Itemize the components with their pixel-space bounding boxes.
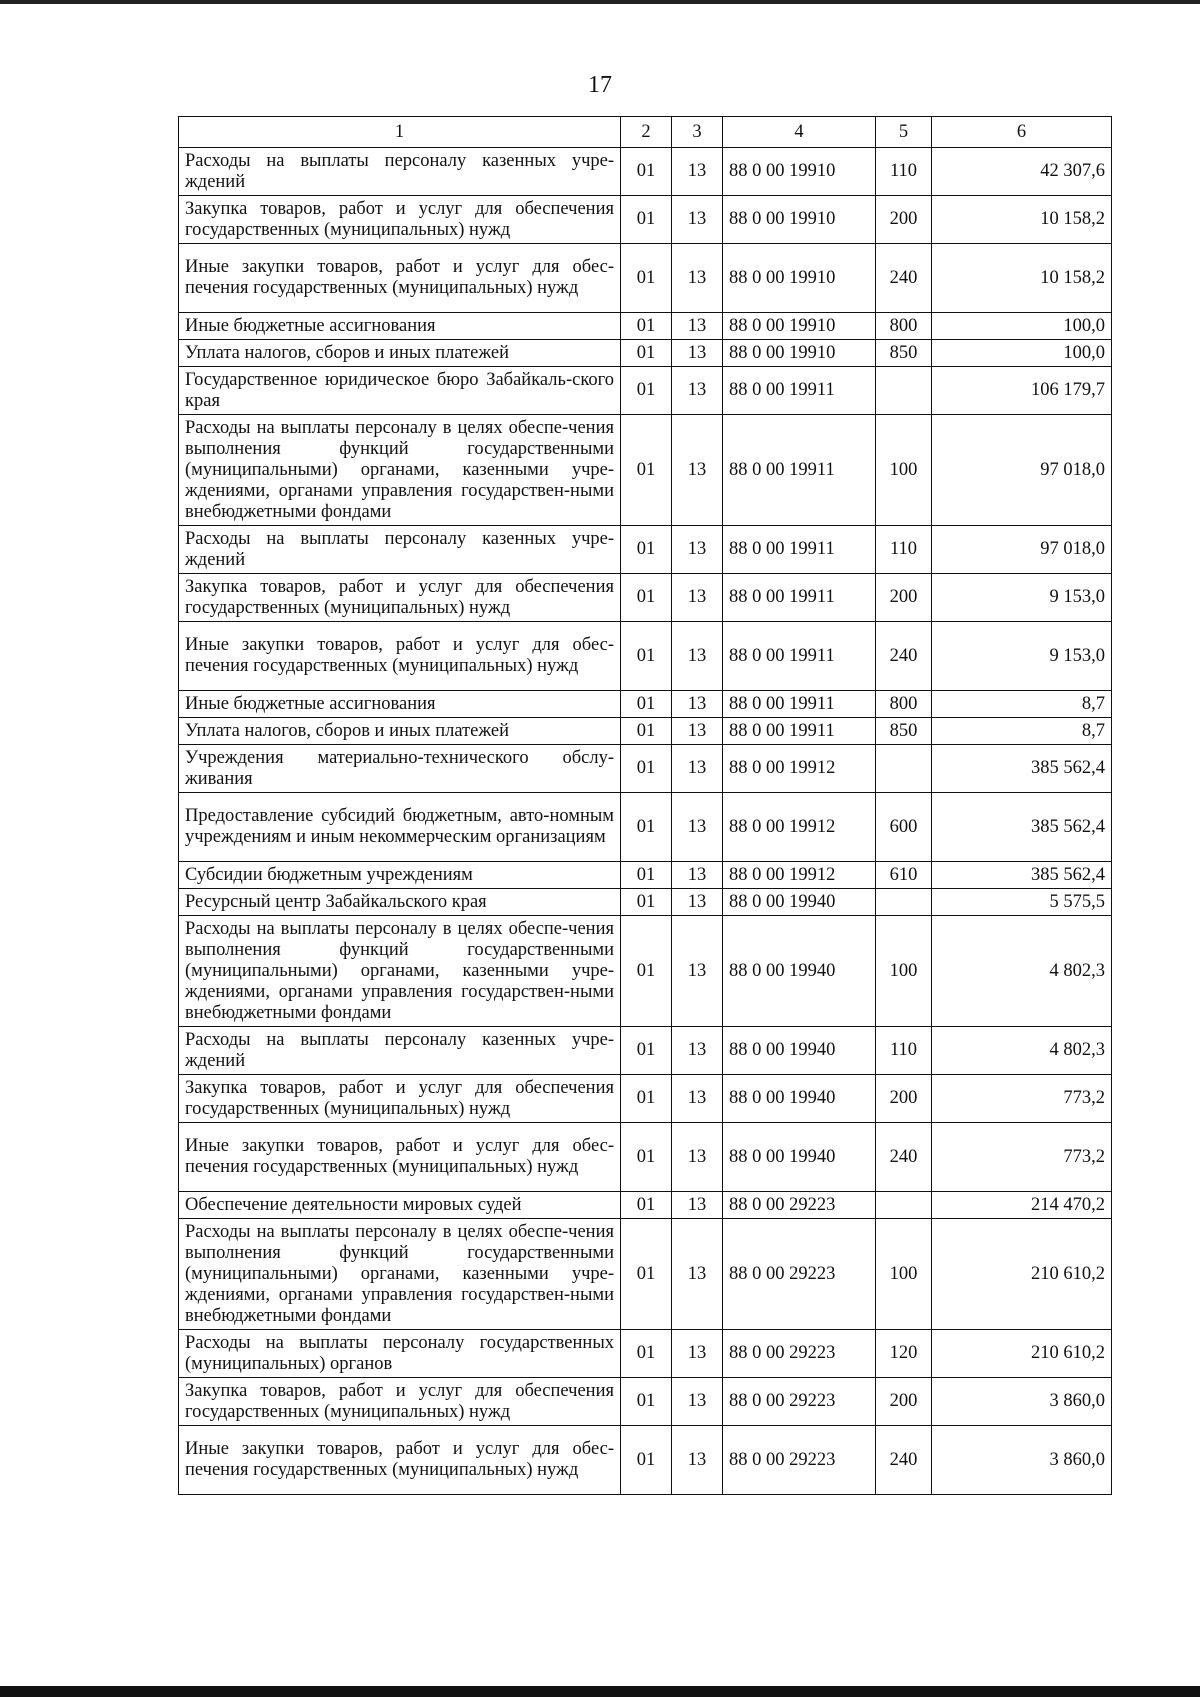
section-cell: 01 [621, 1219, 672, 1330]
target-article-cell: 88 0 00 19911 [723, 367, 876, 415]
header-cell-6: 6 [932, 117, 1112, 148]
subsection-cell: 13 [672, 1027, 723, 1075]
expense-type-cell: 850 [876, 340, 932, 367]
target-article-cell: 88 0 00 19940 [723, 1123, 876, 1192]
section-cell: 01 [621, 889, 672, 916]
amount-cell: 10 158,2 [932, 196, 1112, 244]
description-cell: Расходы на выплаты персоналу в целях обеспе-чения выполнения функций государственными (муниципальными) органами, казенными учре-ждениями, органами управления государствен-ными внебюджетными фондами [179, 415, 621, 526]
target-article-cell: 88 0 00 19910 [723, 148, 876, 196]
target-article-cell: 88 0 00 19911 [723, 622, 876, 691]
table-row [179, 574, 1112, 622]
table-row [179, 1219, 1112, 1330]
subsection-cell: 13 [672, 1123, 723, 1192]
amount-cell: 8,7 [932, 718, 1112, 745]
target-article-cell: 88 0 00 19910 [723, 313, 876, 340]
section-cell: 01 [621, 313, 672, 340]
header-cell-1: 1 [179, 117, 621, 148]
target-article-cell: 88 0 00 19940 [723, 1027, 876, 1075]
target-article-cell: 88 0 00 19940 [723, 1075, 876, 1123]
description-cell: Учреждения материально-технического обслу-живания [179, 745, 621, 793]
target-article-cell: 88 0 00 19912 [723, 862, 876, 889]
expense-type-cell: 120 [876, 1330, 932, 1378]
table-row [179, 1426, 1112, 1495]
expense-type-cell: 600 [876, 793, 932, 862]
amount-cell: 97 018,0 [932, 526, 1112, 574]
expense-type-cell: 200 [876, 1378, 932, 1426]
subsection-cell: 13 [672, 574, 723, 622]
target-article-cell: 88 0 00 19910 [723, 340, 876, 367]
section-cell: 01 [621, 691, 672, 718]
subsection-cell: 13 [672, 691, 723, 718]
table-row [179, 244, 1112, 313]
description-cell: Расходы на выплаты персоналу в целях обеспе-чения выполнения функций государственными (муниципальными) органами, казенными учре-ждениями, органами управления государствен-ными внебюджетными фондами [179, 1219, 621, 1330]
table-row [179, 415, 1112, 526]
table-row [179, 793, 1112, 862]
table-row [179, 691, 1112, 718]
description-cell: Иные закупки товаров, работ и услуг для обес-печения государственных (муниципальных) нужд [179, 622, 621, 691]
section-cell: 01 [621, 415, 672, 526]
subsection-cell: 13 [672, 916, 723, 1027]
expense-type-cell: 240 [876, 622, 932, 691]
subsection-cell: 13 [672, 745, 723, 793]
description-cell: Уплата налогов, сборов и иных платежей [179, 718, 621, 745]
table-row [179, 862, 1112, 889]
table-row [179, 745, 1112, 793]
expense-type-cell: 240 [876, 244, 932, 313]
header-cell-5: 5 [876, 117, 932, 148]
expense-type-cell: 200 [876, 1075, 932, 1123]
target-article-cell: 88 0 00 19912 [723, 745, 876, 793]
description-cell: Иные бюджетные ассигнования [179, 691, 621, 718]
description-cell: Расходы на выплаты персоналу казенных учре-ждений [179, 1027, 621, 1075]
target-article-cell: 88 0 00 29223 [723, 1330, 876, 1378]
scan-border-bottom [0, 1686, 1200, 1697]
expense-type-cell: 850 [876, 718, 932, 745]
description-cell: Иные бюджетные ассигнования [179, 313, 621, 340]
amount-cell: 4 802,3 [932, 916, 1112, 1027]
section-cell: 01 [621, 196, 672, 244]
target-article-cell: 88 0 00 29223 [723, 1219, 876, 1330]
budget-table [178, 116, 1112, 1495]
subsection-cell: 13 [672, 622, 723, 691]
amount-cell: 385 562,4 [932, 793, 1112, 862]
table-row [179, 718, 1112, 745]
subsection-cell: 13 [672, 367, 723, 415]
description-cell: Субсидии бюджетным учреждениям [179, 862, 621, 889]
header-row [179, 117, 1112, 148]
subsection-cell: 13 [672, 415, 723, 526]
section-cell: 01 [621, 1075, 672, 1123]
expense-type-cell: 110 [876, 1027, 932, 1075]
expense-type-cell [876, 745, 932, 793]
table-row [179, 622, 1112, 691]
expense-type-cell: 110 [876, 526, 932, 574]
description-cell: Ресурсный центр Забайкальского края [179, 889, 621, 916]
section-cell: 01 [621, 1378, 672, 1426]
section-cell: 01 [621, 793, 672, 862]
target-article-cell: 88 0 00 19940 [723, 889, 876, 916]
amount-cell: 9 153,0 [932, 622, 1112, 691]
target-article-cell: 88 0 00 19911 [723, 718, 876, 745]
section-cell: 01 [621, 244, 672, 313]
description-cell: Расходы на выплаты персоналу казенных учре-ждений [179, 148, 621, 196]
amount-cell: 100,0 [932, 340, 1112, 367]
section-cell: 01 [621, 745, 672, 793]
expense-type-cell [876, 889, 932, 916]
expense-type-cell: 800 [876, 691, 932, 718]
description-cell: Закупка товаров, работ и услуг для обеспечения государственных (муниципальных) нужд [179, 1378, 621, 1426]
section-cell: 01 [621, 148, 672, 196]
amount-cell: 773,2 [932, 1123, 1112, 1192]
table-row [179, 1075, 1112, 1123]
amount-cell: 210 610,2 [932, 1330, 1112, 1378]
amount-cell: 210 610,2 [932, 1219, 1112, 1330]
amount-cell: 773,2 [932, 1075, 1112, 1123]
subsection-cell: 13 [672, 313, 723, 340]
description-cell: Закупка товаров, работ и услуг для обеспечения государственных (муниципальных) нужд [179, 1075, 621, 1123]
expense-type-cell: 100 [876, 415, 932, 526]
target-article-cell: 88 0 00 19911 [723, 415, 876, 526]
expense-type-cell: 110 [876, 148, 932, 196]
target-article-cell: 88 0 00 19911 [723, 574, 876, 622]
table-row [179, 1192, 1112, 1219]
description-cell: Обеспечение деятельности мировых судей [179, 1192, 621, 1219]
description-cell: Расходы на выплаты персоналу казенных учре-ждений [179, 526, 621, 574]
header-cell-3: 3 [672, 117, 723, 148]
section-cell: 01 [621, 1426, 672, 1495]
section-cell: 01 [621, 1027, 672, 1075]
expense-type-cell: 100 [876, 916, 932, 1027]
section-cell: 01 [621, 862, 672, 889]
expense-type-cell [876, 367, 932, 415]
table-row [179, 1330, 1112, 1378]
target-article-cell: 88 0 00 19912 [723, 793, 876, 862]
subsection-cell: 13 [672, 793, 723, 862]
target-article-cell: 88 0 00 29223 [723, 1426, 876, 1495]
amount-cell: 8,7 [932, 691, 1112, 718]
expense-type-cell: 200 [876, 196, 932, 244]
budget-table-body [179, 117, 1112, 1495]
subsection-cell: 13 [672, 718, 723, 745]
table-row [179, 148, 1112, 196]
target-article-cell: 88 0 00 29223 [723, 1192, 876, 1219]
table-row [179, 1123, 1112, 1192]
description-cell: Уплата налогов, сборов и иных платежей [179, 340, 621, 367]
table-row [179, 1378, 1112, 1426]
subsection-cell: 13 [672, 1075, 723, 1123]
amount-cell: 42 307,6 [932, 148, 1112, 196]
expense-type-cell: 610 [876, 862, 932, 889]
amount-cell: 5 575,5 [932, 889, 1112, 916]
section-cell: 01 [621, 574, 672, 622]
subsection-cell: 13 [672, 1378, 723, 1426]
section-cell: 01 [621, 916, 672, 1027]
amount-cell: 10 158,2 [932, 244, 1112, 313]
section-cell: 01 [621, 718, 672, 745]
target-article-cell: 88 0 00 19911 [723, 526, 876, 574]
table-row [179, 1027, 1112, 1075]
page-number: 17 [588, 72, 612, 98]
table-row [179, 916, 1112, 1027]
amount-cell: 4 802,3 [932, 1027, 1112, 1075]
subsection-cell: 13 [672, 1219, 723, 1330]
description-cell: Иные закупки товаров, работ и услуг для обес-печения государственных (муниципальных) нужд [179, 244, 621, 313]
subsection-cell: 13 [672, 196, 723, 244]
scan-border-top [0, 0, 1200, 4]
description-cell: Закупка товаров, работ и услуг для обеспечения государственных (муниципальных) нужд [179, 196, 621, 244]
subsection-cell: 13 [672, 526, 723, 574]
amount-cell: 106 179,7 [932, 367, 1112, 415]
amount-cell: 9 153,0 [932, 574, 1112, 622]
amount-cell: 3 860,0 [932, 1378, 1112, 1426]
description-cell: Государственное юридическое бюро Забайкаль-ского края [179, 367, 621, 415]
expense-type-cell: 100 [876, 1219, 932, 1330]
expense-type-cell: 200 [876, 574, 932, 622]
header-cell-4: 4 [723, 117, 876, 148]
section-cell: 01 [621, 622, 672, 691]
amount-cell: 3 860,0 [932, 1426, 1112, 1495]
target-article-cell: 88 0 00 19911 [723, 691, 876, 718]
subsection-cell: 13 [672, 340, 723, 367]
table-row [179, 367, 1112, 415]
expense-type-cell: 240 [876, 1426, 932, 1495]
subsection-cell: 13 [672, 1426, 723, 1495]
table-row [179, 313, 1112, 340]
amount-cell: 100,0 [932, 313, 1112, 340]
description-cell: Закупка товаров, работ и услуг для обеспечения государственных (муниципальных) нужд [179, 574, 621, 622]
description-cell: Иные закупки товаров, работ и услуг для обес-печения государственных (муниципальных) нужд [179, 1426, 621, 1495]
target-article-cell: 88 0 00 19910 [723, 196, 876, 244]
subsection-cell: 13 [672, 148, 723, 196]
target-article-cell: 88 0 00 29223 [723, 1378, 876, 1426]
table-row [179, 340, 1112, 367]
target-article-cell: 88 0 00 19910 [723, 244, 876, 313]
subsection-cell: 13 [672, 1192, 723, 1219]
section-cell: 01 [621, 1330, 672, 1378]
subsection-cell: 13 [672, 1330, 723, 1378]
expense-type-cell: 800 [876, 313, 932, 340]
section-cell: 01 [621, 367, 672, 415]
table-row [179, 526, 1112, 574]
amount-cell: 97 018,0 [932, 415, 1112, 526]
subsection-cell: 13 [672, 244, 723, 313]
amount-cell: 214 470,2 [932, 1192, 1112, 1219]
section-cell: 01 [621, 340, 672, 367]
subsection-cell: 13 [672, 889, 723, 916]
amount-cell: 385 562,4 [932, 745, 1112, 793]
subsection-cell: 13 [672, 862, 723, 889]
description-cell: Иные закупки товаров, работ и услуг для обес-печения государственных (муниципальных) нужд [179, 1123, 621, 1192]
description-cell: Расходы на выплаты персоналу государственных (муниципальных) органов [179, 1330, 621, 1378]
expense-type-cell [876, 1192, 932, 1219]
header-cell-2: 2 [621, 117, 672, 148]
section-cell: 01 [621, 526, 672, 574]
section-cell: 01 [621, 1192, 672, 1219]
target-article-cell: 88 0 00 19940 [723, 916, 876, 1027]
table-row [179, 196, 1112, 244]
section-cell: 01 [621, 1123, 672, 1192]
description-cell: Расходы на выплаты персоналу в целях обеспе-чения выполнения функций государственными (муниципальными) органами, казенными учре-ждениями, органами управления государствен-ными внебюджетными фондами [179, 916, 621, 1027]
description-cell: Предоставление субсидий бюджетным, авто-номным учреждениям и иным некоммерческим организациям [179, 793, 621, 862]
amount-cell: 385 562,4 [932, 862, 1112, 889]
table-row [179, 889, 1112, 916]
expense-type-cell: 240 [876, 1123, 932, 1192]
